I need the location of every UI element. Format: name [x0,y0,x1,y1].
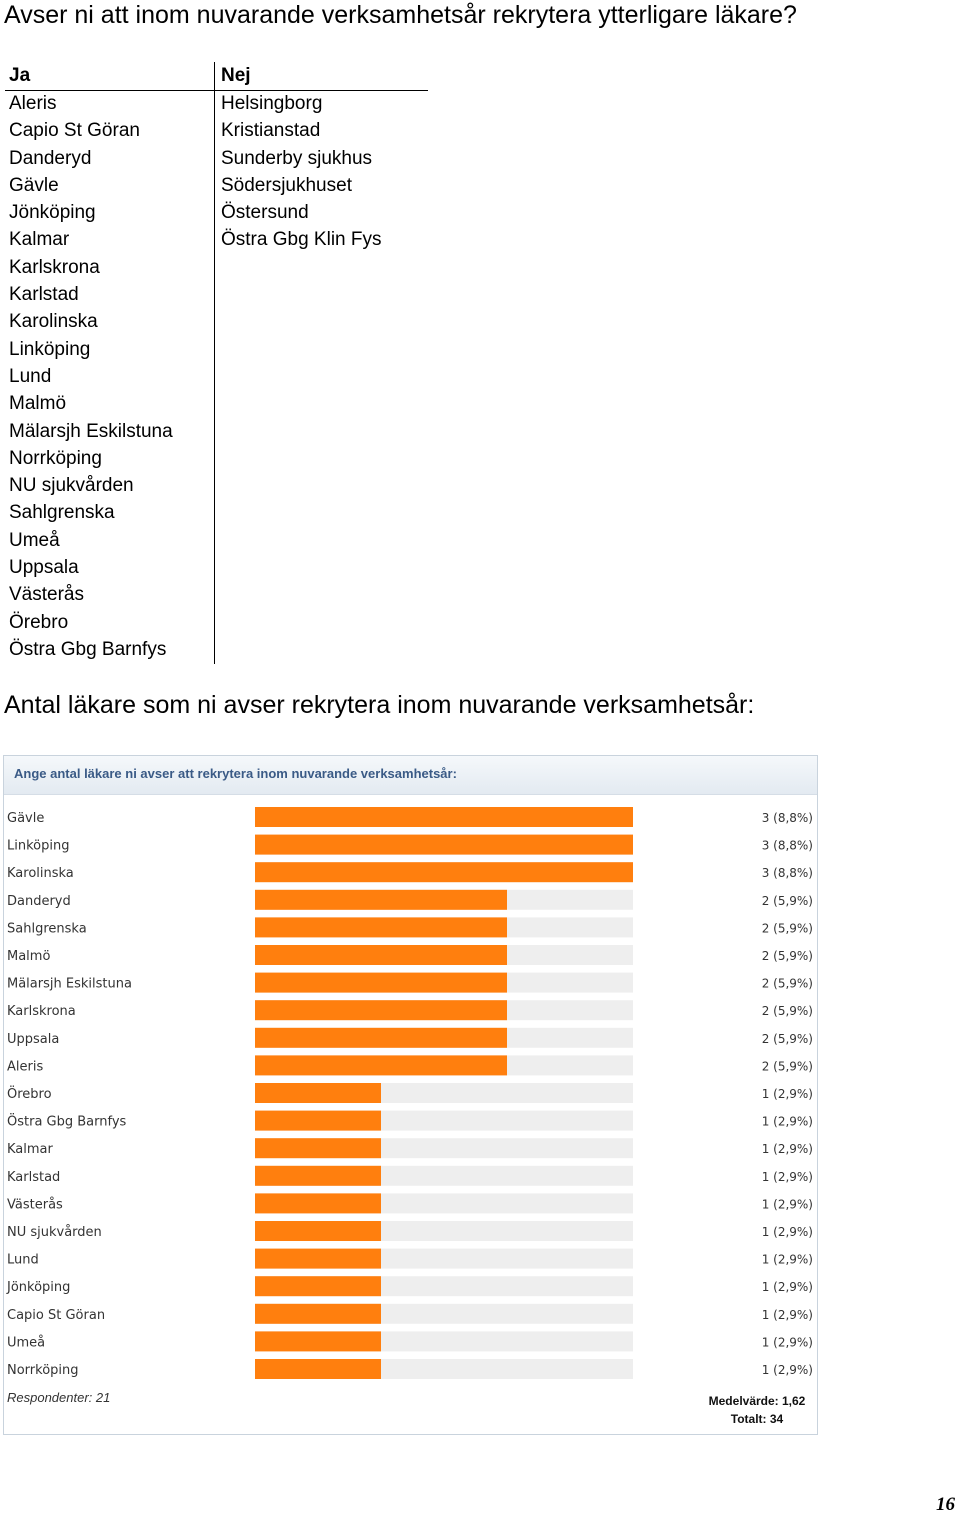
value-label: 1 (2,9%) [761,1363,813,1377]
list-item: Södersjukhuset [221,174,352,196]
value-label: 1 (2,9%) [761,1252,813,1267]
bar [255,1221,381,1241]
list-item: NU sjukvården [9,475,134,497]
value-label: 1 (2,9%) [761,1114,813,1129]
respondents-count: Respondenter: 21 [7,1390,111,1405]
category-label: Linköping [7,838,70,854]
nej-column [214,62,428,254]
list-item: Östersund [221,202,309,224]
list-item: Östra Gbg Barnfys [9,638,167,660]
ja-list [9,90,214,663]
value-label: 2 (5,9%) [761,893,813,908]
bar [255,1249,381,1269]
bar [255,1111,381,1131]
value-label: 2 (5,9%) [761,976,813,991]
value-label: 1 (2,9%) [761,1225,813,1239]
list-item: Capio St Göran [9,120,140,142]
value-label: 3 (8,8%) [761,838,813,853]
mean-value: Medelvärde: 1,62 [708,1394,806,1408]
value-label: 3 (8,8%) [761,866,813,881]
bar [255,862,633,882]
value-label: 1 (2,9%) [761,1335,813,1350]
bar [255,1000,507,1020]
list-item: Lund [9,365,52,387]
category-label: Norrköping [7,1363,79,1378]
value-label: 2 (5,9%) [761,921,813,936]
bar [255,1276,381,1296]
value-label: 1 (2,9%) [761,1142,813,1157]
chart-title: Ange antal läkare ni avser att rekrytera inom nuvarande verksamhetsår: [14,766,457,781]
total-value: Totalt: 34 [730,1412,784,1426]
ja-header: Ja [9,65,31,86]
list-item: Danderyd [9,147,92,169]
list-item: Gävle [9,174,59,196]
list-item: Karlskrona [9,256,100,278]
category-label: Kalmar [7,1142,53,1158]
category-label: Östra Gbg Barnfys [7,1114,127,1130]
category-label: Örebro [7,1087,52,1102]
bar [255,1359,381,1379]
list-item: Sunderby sjukhus [221,147,373,169]
category-label: Västerås [7,1197,63,1213]
list-item: Umeå [9,529,60,551]
value-label: 1 (2,9%) [761,1280,813,1295]
list-item: Sahlgrenska [9,502,115,524]
category-label: Mälarsjh Eskilstuna [7,976,132,992]
category-label: Karlstad [7,1169,61,1185]
category-label: Gävle [7,811,45,826]
value-label: 1 (2,9%) [761,1169,813,1184]
list-item: Norrköping [9,447,102,469]
list-item: Helsingborg [221,93,323,114]
list-item: Aleris [9,93,57,114]
bar [255,917,507,937]
category-label: Jönköping [7,1280,71,1296]
category-label: Karlskrona [7,1004,76,1020]
bar-chart [4,756,819,1436]
category-label: Uppsala [7,1031,60,1047]
category-label: Capio St Göran [7,1307,106,1323]
value-label: 2 (5,9%) [761,1059,813,1074]
value-label: 2 (5,9%) [761,1004,813,1019]
chart-widget [3,755,818,1435]
list-item: Linköping [9,338,91,360]
value-label: 1 (2,9%) [761,1197,813,1212]
nej-list [214,90,428,254]
ja-column [9,62,214,663]
value-label: 2 (5,9%) [761,1031,813,1046]
bar [255,1083,381,1103]
list-item: Östra Gbg Klin Fys [221,229,382,251]
list-item: Uppsala [9,557,79,579]
value-label: 1 (2,9%) [761,1087,813,1101]
list-item: Malmö [9,393,67,415]
category-label: NU sjukvården [7,1225,102,1240]
bar [255,1138,381,1158]
category-label: Sahlgrenska [7,921,87,937]
bar [255,1028,507,1048]
chart-stats [697,1392,817,1428]
list-item: Karlstad [9,284,79,306]
list-item: Örebro [9,611,69,633]
list-item: Jönköping [9,202,96,224]
bar [255,973,507,993]
page-number: 16 [936,1494,955,1515]
list-item: Västerås [9,584,84,606]
value-label: 2 (5,9%) [761,949,813,963]
chart-heading: Antal läkare som ni avser rekrytera inom nuvarande verksamhetsår: [4,691,755,719]
question-heading: Avser ni att inom nuvarande verksamhetsår rekrytera ytterligare läkare? [4,1,797,29]
category-label: Umeå [7,1335,46,1351]
bar [255,1166,381,1186]
category-label: Lund [7,1252,39,1268]
value-label: 3 (8,8%) [761,811,813,825]
category-label: Malmö [7,949,51,964]
list-item: Kalmar [9,229,70,251]
bar [255,1331,381,1351]
bar [255,890,507,910]
nej-header: Nej [221,65,251,86]
category-label: Aleris [7,1059,44,1075]
bar [255,1193,381,1213]
list-item: Mälarsjh Eskilstuna [9,420,173,442]
value-label: 1 (2,9%) [761,1307,813,1322]
list-item: Kristianstad [221,120,321,142]
bar [255,807,633,827]
bar [255,945,507,965]
bar [255,835,633,855]
list-item: Karolinska [9,311,98,333]
category-label: Danderyd [7,893,71,909]
bar [255,1055,507,1075]
bar [255,1304,381,1324]
category-label: Karolinska [7,866,74,882]
